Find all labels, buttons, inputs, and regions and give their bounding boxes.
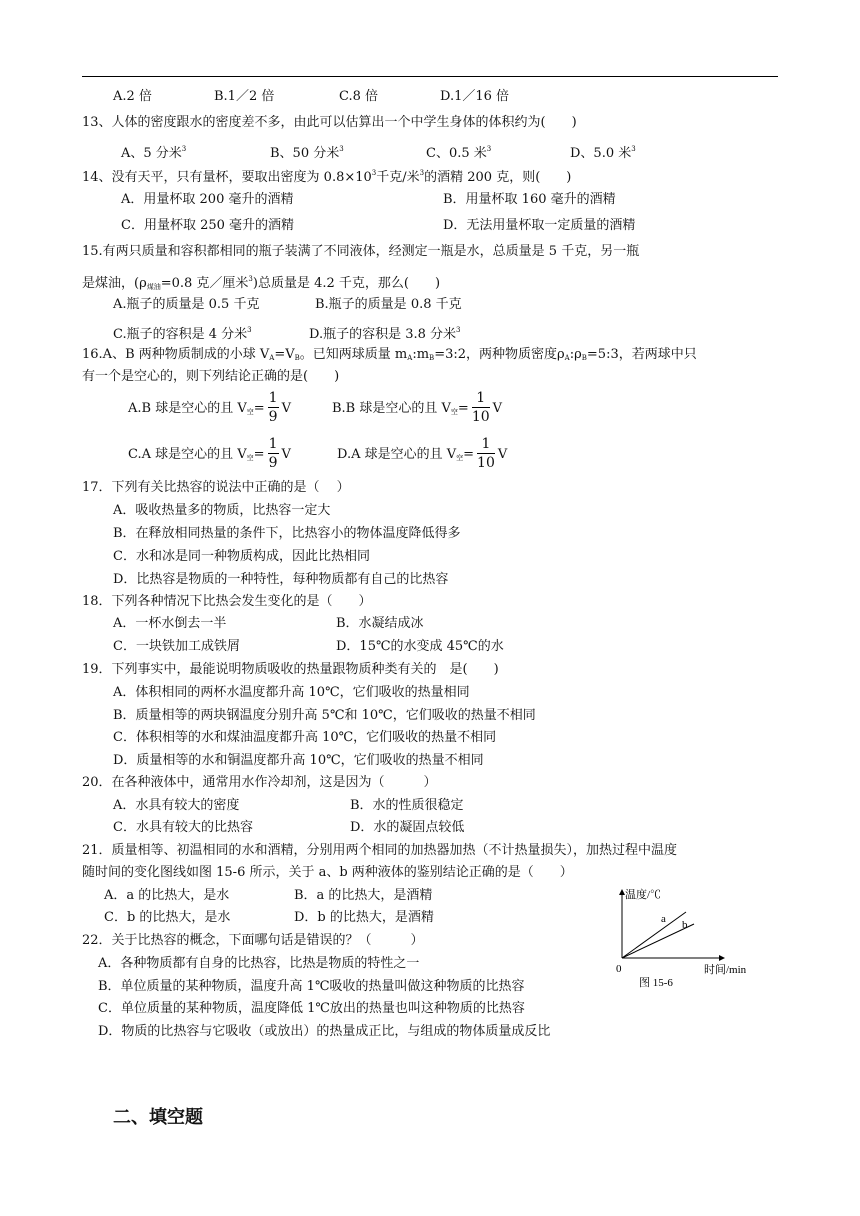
q19-option-b: B．质量相等的两块钢温度分别升高 5℃和 10℃，它们吸收的热量不相同 — [113, 708, 536, 723]
q16-option-c: C.A 球是空心的且 $V_空=$ $\frac{1}{9}$ V — [128, 436, 291, 471]
q13-option-a: A、5 分米$^3$ — [121, 145, 187, 161]
q19-option-a: A．体积相同的两杯水温度都升高 10℃，它们吸收的热量相同 — [113, 685, 470, 700]
q16-stem-line2: 有一个是空心的，则下列结论正确的是( ) — [82, 369, 340, 384]
q21-option-d: D．b 的比热大，是酒精 — [294, 910, 434, 925]
q19-option-d: D．质量相等的水和铜温度都升高 10℃，它们吸收的热量不相同 — [113, 753, 484, 768]
q15-option-d: D.瓶子的容积是 3.8 分米$^3$ — [309, 326, 461, 342]
line-a-label: a — [661, 913, 666, 925]
q14-option-d: D．无法用量杯取一定质量的酒精 — [443, 218, 636, 233]
fraction-one-ninth: $\frac{1}{9}$ — [268, 436, 278, 471]
q14-option-c: C．用量杯取 250 毫升的酒精 — [121, 218, 295, 233]
fraction-one-ninth: $\frac{1}{9}$ — [268, 390, 278, 425]
q18-option-c: C．一块铁加工成铁屑 — [113, 639, 240, 654]
q18-option-a: A．一杯水倒去一半 — [113, 616, 227, 631]
q14-option-a: A．用量杯取 200 毫升的酒精 — [121, 192, 294, 207]
q20-option-b: B．水的性质很稳定 — [350, 798, 464, 813]
q21-option-a: A．a 的比热大，是水 — [104, 888, 230, 903]
q15-stem-line2: 是煤油，($\rho_{煤油}=0.8$ 克／厘米$^3$)总质量是 4.2 千克，那么( ) — [82, 275, 441, 291]
q20-option-a: A．水具有较大的密度 — [113, 798, 240, 813]
q13-option-c: C、0.5 米$^3$ — [426, 145, 492, 161]
q22-option-d: D．物质的比热容与它吸收（或放出）的热量成正比，与组成的物体质量成反比 — [98, 1024, 551, 1039]
q21-option-c: C．b 的比热大，是水 — [104, 910, 231, 925]
figure-caption: 图 15-6 — [639, 977, 673, 989]
q15-stem-line1: 15.有两只质量和容积都相同的瓶子装满了不同液体，经测定一瓶是水，总质量是 5 千克，另一瓶 — [82, 244, 640, 259]
q13-option-b: B、50 分米$^3$ — [270, 145, 344, 161]
q21-option-b: B．a 的比热大，是酒精 — [294, 888, 433, 903]
q12-option-d: D.1／16 倍 — [440, 89, 510, 104]
fraction-one-tenth: $\frac{1}{10}$ — [477, 436, 495, 471]
q18-stem: 18．下列各种情况下比热会发生变化的是（ ） — [82, 594, 372, 609]
q22-option-a: A．各种物质都有自身的比热容，比热是物质的特性之一 — [98, 956, 420, 971]
q15-option-c: C.瓶子的容积是 4 分米$^3$ — [113, 326, 252, 342]
q18-option-b: B．水凝结成冰 — [336, 616, 424, 631]
q14-option-b: B．用量杯取 160 毫升的酒精 — [443, 192, 616, 207]
line-b-label: b — [682, 919, 688, 931]
q16-option-b: B.B 球是空心的且 $V_空=$ $\frac{1}{10}$ V — [332, 390, 503, 425]
q20-option-d: D．水的凝固点较低 — [350, 820, 465, 835]
origin-label: 0 — [616, 963, 622, 975]
q21-stem-line1: 21．质量相等、初温相同的水和酒精，分别用两个相同的加热器加热（不计热量损失），加热过程中温度 — [82, 843, 678, 858]
fraction-one-tenth: $\frac{1}{10}$ — [471, 390, 490, 425]
q12-option-a: A.2 倍 — [113, 89, 152, 104]
q18-option-d: D．15℃的水变成 45℃的水 — [336, 639, 504, 654]
line-a — [622, 912, 686, 958]
q16-option-a: A.B 球是空心的且 $V_空=$ $\frac{1}{9}$ V — [128, 390, 291, 425]
q20-option-c: C．水具有较大的比热容 — [113, 820, 253, 835]
q17-stem: 17．下列有关比热容的说法中正确的是（ ） — [82, 480, 350, 495]
q12-option-b: B.1／2 倍 — [214, 89, 275, 104]
q16-option-d: D.A 球是空心的且 $V_空=$ $\frac{1}{10}$ V — [337, 436, 508, 471]
q16-stem-line1: 16.A、B 两种物质制成的小球 $V_A=V_B$。已知两球质量 $m_A:m_B=3:2$，两种物质密度$\rho_A:\rho_B=5:3$，若两球中只 — [82, 347, 697, 362]
q15-option-b: B.瓶子的质量是 0.8 千克 — [315, 297, 462, 312]
q19-stem: 19．下列事实中，最能说明物质吸收的热量跟物质种类有关的 是( ) — [82, 662, 499, 677]
q21-stem-line2: 随时间的变化图线如图 15-6 所示，关于 a、b 两种液体的鉴别结论正确的是（ ） — [82, 865, 573, 880]
q17-option-b: B．在释放相同热量的条件下，比热容小的物体温度降低得多 — [113, 526, 461, 541]
q17-option-c: C．水和冰是同一种物质构成，因此比热相同 — [113, 549, 370, 564]
q22-stem: 22．关于比热容的概念，下面哪句话是错误的？（ ） — [82, 933, 424, 948]
q20-stem: 20．在各种液体中，通常用水作冷却剂，这是因为（ ） — [82, 775, 437, 790]
x-axis-label: 时间/min — [704, 964, 747, 976]
q17-option-d: D．比热容是物质的一种特性，每种物质都有自己的比热容 — [113, 572, 449, 587]
q19-option-c: C．体积相等的水和煤油温度都升高 10℃，它们吸收的热量不相同 — [113, 730, 497, 745]
temperature-time-graph — [608, 880, 778, 995]
q13-stem: 13、人体的密度跟水的密度差不多，由此可以估算出一个中学生身体的体积约为( ) — [82, 115, 577, 130]
q14-stem: 14、没有天平，只有量杯，要取出密度为 $0.8\times 10^3$千克/米$^3$的酒精 200 克，则( ) — [82, 169, 572, 185]
section-title: 二、填空题 — [113, 1107, 203, 1128]
q22-option-c: C．单位质量的某种物质，温度降低 1℃放出的热量也叫这种物质的比热容 — [98, 1001, 525, 1016]
q12-option-c: C.8 倍 — [339, 89, 379, 104]
q22-option-b: B．单位质量的某种物质，温度升高 1℃吸收的热量叫做这种物质的比热容 — [98, 979, 525, 994]
q15-option-a: A.瓶子的质量是 0.5 千克 — [113, 297, 260, 312]
figure-15-6 — [608, 880, 778, 995]
header-rule — [82, 76, 778, 77]
q17-option-a: A．吸收热量多的物质，比热容一定大 — [113, 503, 331, 518]
y-axis-label: 温度/℃ — [625, 889, 662, 901]
q13-option-d: D、5.0 米$^3$ — [570, 145, 636, 161]
